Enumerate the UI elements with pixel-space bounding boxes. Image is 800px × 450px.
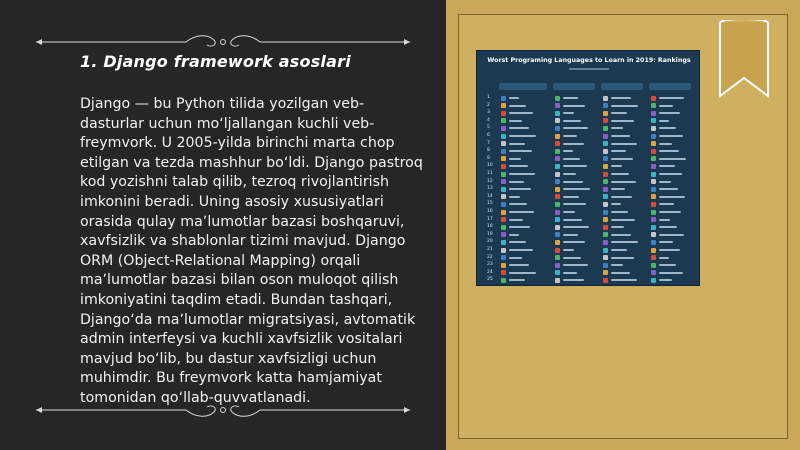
language-name-placeholder	[611, 173, 629, 175]
language-icon	[555, 263, 560, 268]
language-name-placeholder	[509, 181, 524, 183]
language-icon	[555, 187, 560, 192]
language-icon	[555, 202, 560, 207]
ranking-column-header	[601, 83, 643, 90]
language-icon	[501, 141, 506, 146]
language-name-placeholder	[659, 264, 676, 266]
language-name-placeholder	[509, 188, 531, 190]
language-name-placeholder	[563, 158, 580, 160]
language-icon	[501, 217, 506, 222]
language-icon	[501, 255, 506, 260]
language-icon	[651, 232, 656, 237]
language-name-placeholder	[659, 181, 671, 183]
language-name-placeholder	[509, 158, 521, 160]
language-icon	[555, 149, 560, 154]
language-name-placeholder	[509, 135, 536, 137]
language-name-placeholder	[509, 173, 535, 175]
rank-number: 5	[487, 125, 490, 131]
language-name-placeholder	[611, 150, 626, 152]
language-name-placeholder	[509, 97, 519, 99]
language-name-placeholder	[563, 112, 574, 114]
language-icon	[501, 96, 506, 101]
rank-number: 1	[487, 95, 490, 100]
language-name-placeholder	[509, 211, 534, 213]
infographic-subtitle-line	[477, 67, 701, 71]
language-name-placeholder	[659, 249, 680, 251]
language-name-placeholder	[563, 272, 577, 274]
language-icon	[501, 194, 506, 199]
language-icon	[603, 134, 608, 139]
language-name-placeholder	[659, 158, 686, 160]
language-name-placeholder	[611, 272, 630, 274]
language-icon	[555, 248, 560, 253]
language-icon	[651, 172, 656, 177]
language-icon	[501, 134, 506, 139]
language-icon	[501, 278, 506, 283]
language-icon	[651, 194, 656, 199]
language-icon	[651, 96, 656, 101]
language-name-placeholder	[659, 211, 681, 213]
language-name-placeholder	[563, 120, 581, 122]
rank-number: 10	[487, 163, 493, 169]
language-icon	[603, 141, 608, 146]
language-name-placeholder	[611, 158, 633, 160]
language-icon	[651, 225, 656, 230]
language-icon	[603, 270, 608, 275]
language-icon	[555, 194, 560, 199]
language-icon	[651, 179, 656, 184]
language-name-placeholder	[659, 203, 674, 205]
language-name-placeholder	[563, 105, 585, 107]
language-icon	[603, 217, 608, 222]
language-name-placeholder	[509, 143, 525, 145]
language-icon	[651, 118, 656, 123]
language-name-placeholder	[509, 234, 519, 236]
language-icon	[603, 210, 608, 215]
language-icon	[603, 118, 608, 123]
language-name-placeholder	[659, 257, 669, 259]
language-icon	[603, 278, 608, 283]
rank-number: 20	[487, 239, 493, 245]
language-icon	[651, 270, 656, 275]
language-name-placeholder	[563, 173, 576, 175]
infographic-title: Worst Programing Languages to Learn in 2019: Rankings	[487, 57, 691, 64]
language-icon	[555, 270, 560, 275]
language-icon	[555, 179, 560, 184]
language-icon	[603, 111, 608, 116]
language-name-placeholder	[611, 234, 631, 236]
language-name-placeholder	[509, 257, 522, 259]
language-name-placeholder	[509, 226, 530, 228]
language-icon	[651, 134, 656, 139]
language-icon	[603, 255, 608, 260]
language-icon	[651, 255, 656, 260]
language-icon	[651, 210, 656, 215]
language-icon	[555, 96, 560, 101]
language-icon	[555, 240, 560, 245]
language-name-placeholder	[509, 165, 528, 167]
language-name-placeholder	[611, 211, 628, 213]
language-icon	[651, 240, 656, 245]
language-icon	[651, 248, 656, 253]
language-name-placeholder	[563, 196, 579, 198]
language-name-placeholder	[563, 135, 577, 137]
language-icon	[555, 103, 560, 108]
language-icon	[603, 156, 608, 161]
rank-number: 6	[487, 133, 490, 138]
language-name-placeholder	[611, 226, 624, 228]
language-name-placeholder	[611, 143, 637, 145]
rankings-infographic	[476, 50, 700, 286]
language-name-placeholder	[611, 112, 627, 114]
language-name-placeholder	[659, 165, 675, 167]
language-icon	[555, 156, 560, 161]
language-name-placeholder	[509, 112, 533, 114]
language-icon	[501, 225, 506, 230]
bookmark-ribbon-icon	[718, 20, 770, 100]
language-name-placeholder	[659, 219, 670, 221]
ranking-column-header	[553, 83, 595, 90]
language-name-placeholder	[659, 241, 673, 243]
language-icon	[603, 240, 608, 245]
language-name-placeholder	[611, 97, 631, 99]
language-name-placeholder	[659, 97, 684, 99]
language-name-placeholder	[611, 105, 638, 107]
language-icon	[603, 225, 608, 230]
language-name-placeholder	[563, 249, 574, 251]
language-name-placeholder	[659, 234, 684, 236]
rank-number: 8	[487, 148, 490, 154]
language-name-placeholder	[611, 203, 621, 205]
language-name-placeholder	[611, 249, 627, 251]
language-name-placeholder	[611, 279, 637, 281]
language-name-placeholder	[563, 264, 588, 266]
language-name-placeholder	[509, 279, 525, 281]
language-name-placeholder	[509, 219, 523, 221]
language-name-placeholder	[611, 127, 623, 129]
language-icon	[603, 187, 608, 192]
language-icon	[603, 179, 608, 184]
language-name-placeholder	[563, 257, 581, 259]
language-icon	[603, 126, 608, 131]
language-icon	[603, 232, 608, 237]
language-name-placeholder	[509, 203, 527, 205]
language-name-placeholder	[659, 143, 672, 145]
language-name-placeholder	[659, 173, 682, 175]
rank-number: 17	[487, 216, 493, 222]
language-icon	[603, 263, 608, 268]
language-name-placeholder	[563, 234, 578, 236]
rank-number: 24	[487, 269, 493, 275]
language-icon	[651, 149, 656, 154]
language-name-placeholder	[509, 272, 536, 274]
language-icon	[651, 217, 656, 222]
language-name-placeholder	[611, 196, 632, 198]
language-name-placeholder	[563, 188, 590, 190]
slide-body-text: Django — bu Python tilida yozilgan veb-dasturlar uchun moʻljallangan kuchli veb-freymvork. U 2005-yilda birinchi marta chop etilgan va tezda mashhur boʻldi. Django pastroq kod yozishni talab qilib, tezroq rivojlantirish imkonini beradi. Uning asosiy xususiyatlari orasida qulay maʼlumotlar bazasi boshqaruvi, xavfsizlik va shablonlar tizimi mavjud. Django ORM (Object-Relational Mapping) orqali maʼlumotlar bazasi bilan oson muloqot qilish imkoniyatini taqdim etadi. Bundan tashqari, Djangoʻda maʼlumotlar migratsiyasi, avtomatik admin interfeysi va kuchli xavfsizlik vositalari mavjud boʻlib, bu dastur xavfsizligi uchun muhimdir. Bu freymvork katta hamjamiyat tomonidan qoʻllab-quvvatlanadi.	[80, 96, 423, 406]
rank-number: 3	[487, 110, 490, 116]
language-icon	[555, 118, 560, 123]
language-name-placeholder	[509, 150, 532, 152]
language-name-placeholder	[563, 127, 588, 129]
rank-number: 22	[487, 254, 493, 260]
ranking-column-header	[649, 83, 691, 90]
language-icon	[651, 263, 656, 268]
language-icon	[501, 232, 506, 237]
language-icon	[603, 164, 608, 169]
language-icon	[651, 141, 656, 146]
language-icon	[651, 187, 656, 192]
language-name-placeholder	[659, 188, 678, 190]
language-name-placeholder	[611, 257, 634, 259]
rank-number: 13	[487, 186, 493, 192]
language-icon	[651, 164, 656, 169]
language-icon	[555, 134, 560, 139]
language-name-placeholder	[659, 279, 672, 281]
language-icon	[651, 202, 656, 207]
language-name-placeholder	[563, 143, 584, 145]
language-icon	[555, 172, 560, 177]
language-name-placeholder	[659, 135, 683, 137]
language-icon	[555, 210, 560, 215]
language-name-placeholder	[659, 105, 673, 107]
language-name-placeholder	[563, 211, 575, 213]
language-icon	[501, 149, 506, 154]
language-name-placeholder	[509, 196, 520, 198]
language-name-placeholder	[659, 272, 683, 274]
rank-number: 21	[487, 247, 493, 252]
language-icon	[501, 202, 506, 207]
language-name-placeholder	[563, 203, 586, 205]
slide-title: 1. Django framework asoslari	[80, 52, 351, 71]
language-icon	[651, 111, 656, 116]
language-name-placeholder	[563, 226, 589, 228]
language-icon	[651, 278, 656, 283]
rank-number: 19	[487, 231, 493, 237]
language-icon	[651, 126, 656, 131]
language-icon	[501, 156, 506, 161]
rank-number: 23	[487, 262, 493, 268]
rank-number: 11	[487, 171, 493, 176]
language-icon	[501, 126, 506, 131]
language-name-placeholder	[509, 264, 529, 266]
language-name-placeholder	[659, 112, 680, 114]
language-icon	[603, 149, 608, 154]
rank-number: 14	[487, 193, 493, 199]
language-name-placeholder	[611, 241, 638, 243]
language-name-placeholder	[563, 181, 583, 183]
language-icon	[555, 217, 560, 222]
rank-number: 12	[487, 178, 493, 184]
language-name-placeholder	[563, 279, 584, 281]
language-icon	[501, 187, 506, 192]
language-icon	[555, 111, 560, 116]
language-name-placeholder	[509, 120, 522, 122]
language-name-placeholder	[611, 181, 636, 183]
language-icon	[555, 255, 560, 260]
language-name-placeholder	[611, 165, 622, 167]
language-name-placeholder	[611, 120, 634, 122]
language-name-placeholder	[509, 105, 526, 107]
rank-number: 25	[487, 277, 493, 283]
language-icon	[555, 278, 560, 283]
language-icon	[555, 141, 560, 146]
language-icon	[501, 210, 506, 215]
ranking-column-header	[499, 83, 547, 90]
language-name-placeholder	[563, 219, 582, 221]
language-icon	[555, 164, 560, 169]
language-icon	[501, 179, 506, 184]
language-icon	[603, 202, 608, 207]
language-name-placeholder	[563, 165, 587, 167]
language-icon	[603, 248, 608, 253]
language-icon	[501, 172, 506, 177]
language-icon	[651, 156, 656, 161]
language-icon	[651, 103, 656, 108]
rank-number: 7	[487, 140, 490, 146]
language-name-placeholder	[611, 264, 623, 266]
language-icon	[603, 194, 608, 199]
language-name-placeholder	[563, 241, 585, 243]
language-icon	[603, 172, 608, 177]
language-icon	[603, 96, 608, 101]
language-name-placeholder	[563, 97, 578, 99]
language-name-placeholder	[509, 241, 526, 243]
rank-number: 15	[487, 201, 493, 207]
language-icon	[555, 232, 560, 237]
language-name-placeholder	[509, 127, 529, 129]
language-name-placeholder	[659, 226, 677, 228]
scroll-flourish-icon	[36, 400, 410, 420]
language-icon	[501, 118, 506, 123]
language-icon	[555, 126, 560, 131]
language-icon	[603, 103, 608, 108]
language-name-placeholder	[659, 150, 679, 152]
scroll-flourish-icon	[36, 32, 410, 52]
rank-number: 16	[487, 209, 493, 214]
language-name-placeholder	[611, 135, 630, 137]
language-icon	[501, 103, 506, 108]
language-icon	[555, 225, 560, 230]
language-icon	[501, 164, 506, 169]
language-name-placeholder	[659, 196, 685, 198]
language-name-placeholder	[563, 150, 573, 152]
language-icon	[501, 263, 506, 268]
language-icon	[501, 248, 506, 253]
rank-number: 18	[487, 224, 493, 230]
language-icon	[501, 270, 506, 275]
rank-number: 4	[487, 117, 490, 123]
language-name-placeholder	[611, 188, 625, 190]
language-icon	[501, 240, 506, 245]
language-name-placeholder	[509, 249, 533, 251]
language-name-placeholder	[659, 127, 676, 129]
language-name-placeholder	[611, 219, 635, 221]
rank-number: 2	[487, 102, 490, 108]
rank-number: 9	[487, 155, 490, 161]
language-icon	[501, 111, 506, 116]
language-name-placeholder	[659, 120, 669, 122]
